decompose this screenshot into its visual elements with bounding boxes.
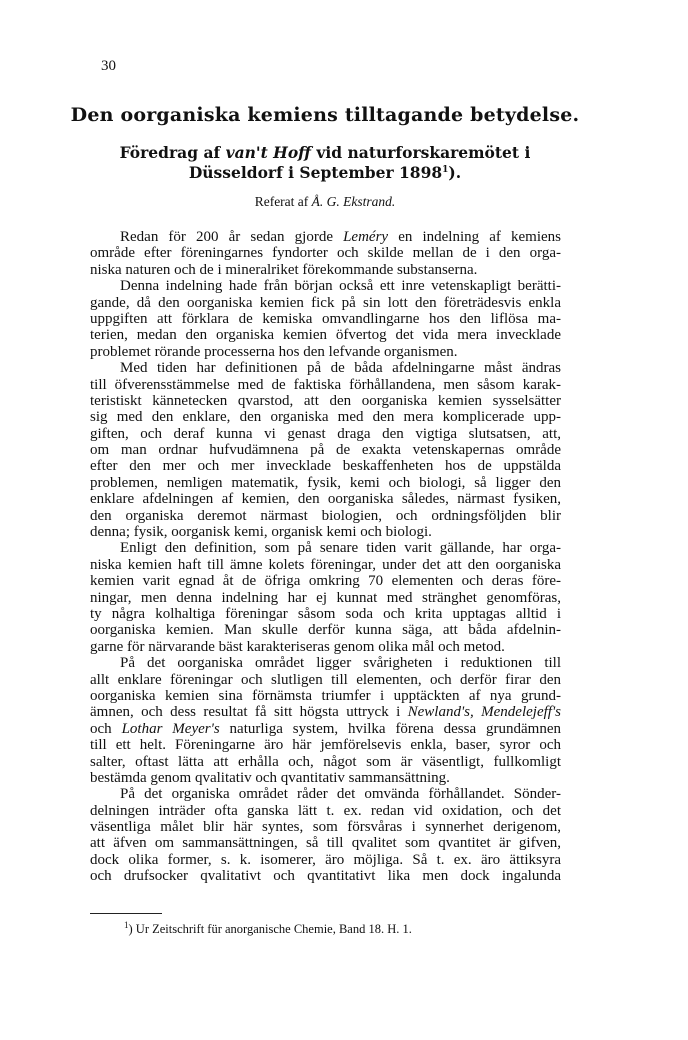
footnote-divider [90,913,162,914]
subtitle-place-date: Düsseldorf i September 1898 [188,163,443,182]
text-line [90,295,561,311]
text-segment: om man ordnar hufvudämnena på de exakta vetenskapernas område [90,442,561,459]
footnote-mark: 1 [124,920,129,930]
text-line [90,852,561,868]
text-line [90,835,561,851]
text-segment: giften, och deraf kunna vi genast draga den vigtiga slutsatsen, att, [90,425,561,442]
text-line [90,819,561,835]
text-segment: naturliga system, hvilka förena dessa grundämnen [219,720,561,737]
text-segment: att äfven om sammansättningen, så till qvalitet som qvantitet är gifven, [90,835,561,852]
text-segment: sig med den enklare, den organiska med den mera komplicerade upp- [90,409,561,426]
subtitle-line-1 [0,143,650,162]
text-segment: denna; fysik, oorganisk kemi, organisk kemi och biologi. [90,524,432,541]
text-line [90,508,561,524]
text-segment: problemen, nemligen matematik, fysik, kemi och biologi, så ligger den [90,474,561,491]
text-segment: uppgiften att förklara de kemiska omvandlingarne hos den liflösa ma- [90,310,561,327]
text-line [90,672,561,688]
text-segment: ningar, men denna indelning har ej kunnat med stränghet genomföras, [90,589,561,606]
text-segment: terien, medan den organiska kemien öfvertog det vida mera invecklade [90,327,561,344]
subtitle-post: vid naturforskaremötet i [311,143,531,162]
text-line [90,573,561,589]
text-segment: och drufsocker qvalitativt och qvantitativt lika men dock ingalunda [90,868,561,885]
text-segment: ty några kolhaltiga föreningar såsom soda och krita upptagas alltid i [90,605,561,622]
text-line [90,770,561,786]
text-segment: niska naturen och de i mineralriket förekommande substanserna. [90,261,478,278]
text-segment: den organiska deremot närmast biologien, och ordningsföljden blir [90,507,561,524]
text-line [90,409,561,425]
text-line [90,754,561,770]
text-line [90,393,561,409]
text-segment: och [90,720,122,737]
text-line [90,737,561,753]
text-line [90,311,561,327]
text-line [90,442,561,458]
footnote-text: ) Ur Zeitschrift für anorganische Chemie, Band 18. H. 1. [128,922,412,937]
text-segment: Denna indelning hade från början också ett inre vetenskapligt berätti- [120,278,561,295]
text-segment: oorganiska kemien sina förnämsta triumfer i upptäckten af nya grund- [90,687,561,704]
text-line [90,786,561,802]
text-line [90,229,561,245]
text-line [90,377,561,393]
text-line [90,688,561,704]
text-segment: dock olika former, s. k. isomerer, äro möjliga. Så t. ex. äro ättiksyra [90,851,561,868]
text-segment: allt enklare föreningar och slutligen till elementen, och derför firar den [90,671,561,688]
text-segment: efter den mer och mer invecklade beskaffenheten hos de uppstälda [90,458,561,475]
text-segment: bestämda genom qvalitativ och qvantitativ sammansättning. [90,769,450,786]
page-number: 30 [101,58,116,74]
text-line [90,557,561,573]
text-line [90,278,561,294]
text-line [90,655,561,671]
text-segment: till öfverensstämmelse med de faktiska förhållandena, men såsom karak- [90,376,561,393]
text-segment: delningen inträder ofta ganska lätt t. ex. redan vid oxidation, och det [90,802,561,819]
referat-label: Referat af [254,194,312,209]
text-line [90,704,561,720]
text-line [90,475,561,491]
text-segment: område efter föreningarnes fyndorter och skilde mellan de i den orga- [90,245,561,262]
text-segment: väsentliga målet blir här syntes, som försvåras i synnerhet derigenom, [90,819,561,836]
text-line [90,803,561,819]
text-segment: På det organiska området råder det omvända förhållandet. Sönder- [120,786,561,803]
text-segment: teristiskt kännetecken qvarstod, att den oorganiska kemien sysselsätter [90,392,561,409]
referat-line [0,194,650,210]
text-segment: garne för närvarande bäst karakteriseras genom olika mål och metod. [90,638,505,655]
text-segment: kemien varit egnad åt de öfriga omkring 70 elementen och deras före- [90,573,561,590]
subtitle-pre: Föredrag af [119,143,226,162]
text-line [90,868,561,884]
text-line [90,540,561,556]
text-segment: Enligt den definition, som på senare tiden varit gällande, har orga- [120,540,561,557]
text-line [90,721,561,737]
text-line [90,245,561,261]
text-segment: problemet rörande processerna hos den lefvande organismen. [90,343,458,360]
referat-author: Å. G. Ekstrand. [311,194,396,209]
footnote-reference: 1 [442,164,449,175]
text-segment: salter, oftast lätta att erhålla och, något som är väsentligt, fullkomligt [90,753,561,770]
text-line [90,426,561,442]
text-line [90,458,561,474]
text-segment: ämnen, och dess resultat få sitt högsta uttryck i [90,704,408,721]
text-line [90,524,561,540]
text-line [90,639,561,655]
article-title: Den oorganiska kemiens tilltagande betydelse. [70,104,580,126]
italic-name: Lothar Meyer's [121,720,220,737]
text-segment: en indelning af kemiens [388,229,561,245]
text-segment: Med tiden har definitionen på de båda afdelningarne måst ändras [120,360,561,377]
text-line [90,262,561,278]
footnote [124,920,412,937]
text-segment: Redan för 200 år sedan gjorde [120,229,344,245]
text-segment: På det oorganiska området ligger svårigheten i reduktionen till [120,655,561,672]
text-line [90,590,561,606]
text-segment: oorganiska kemien. Man skulle derför kunna säga, att båda afdelnin- [90,622,561,639]
text-line [90,327,561,343]
text-segment: till ett helt. Föreningarne äro här jemförelsevis enkla, baser, syror och [90,737,561,754]
text-segment: niska kemien haft till ämne kolets föreningar, under det att den oorganiska [90,556,561,573]
subtitle-author: van't Hoff [225,143,311,162]
article-body [90,229,561,885]
text-line [90,491,561,507]
subtitle-line-2 [0,163,650,182]
text-segment: gande, då den oorganiska kemien fick på sin lott den företrädesvis enkla [90,294,561,311]
subtitle-end: ). [448,163,462,182]
text-line [90,360,561,376]
text-line [90,622,561,638]
text-line [90,606,561,622]
italic-name: Leméry [343,229,389,245]
text-segment: enklare afdelningen af kemien, den oorganiska således, närmast fysiken, [90,491,561,508]
text-line [90,344,561,360]
italic-name: Newland's, Mendelejeff's [407,704,561,721]
